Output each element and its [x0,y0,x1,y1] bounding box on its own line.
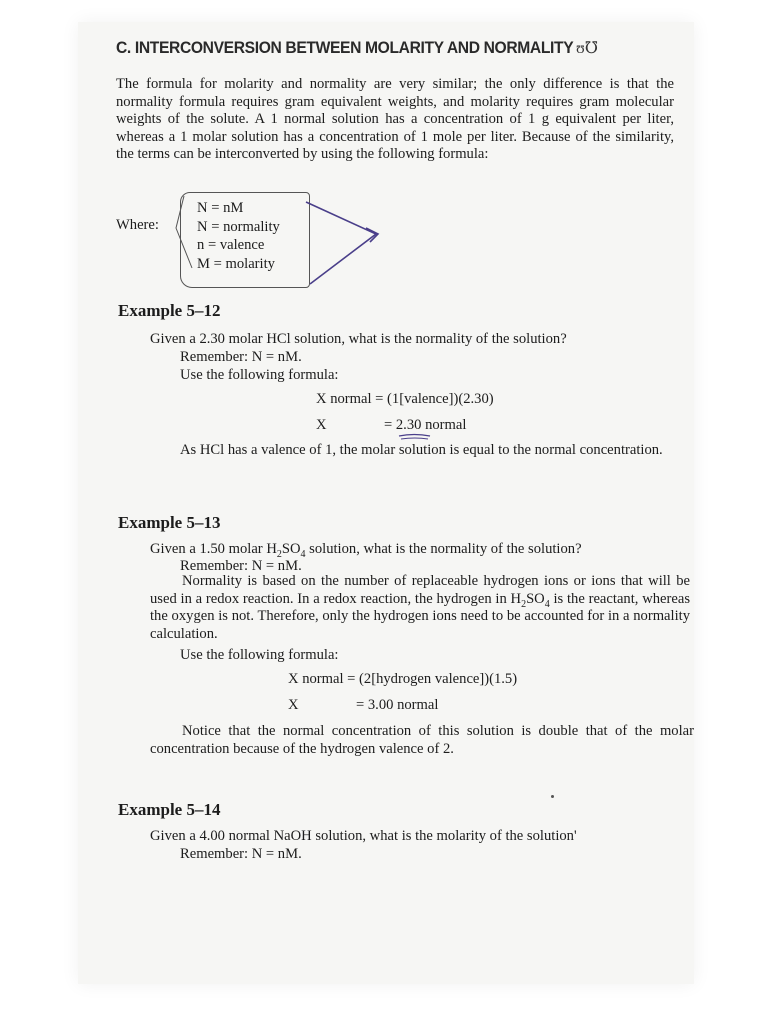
definition-line: M = molarity [197,256,275,272]
remember-line: Remember: N = nM. [180,349,302,365]
where-label: Where: [116,217,159,233]
example-question: Given a 2.30 molar HCl solution, what is the normality of the solution? [150,331,567,347]
example-question: Given a 1.50 molar $H_2SO_4$ solution, what is the normality of the solution? [150,541,582,560]
formula-variable: X [288,697,299,713]
example-title: Example 5–13 [118,513,221,532]
formula-line: X normal = (1[valence])(2.30) [316,391,494,407]
intro-paragraph: The formula for molarity and normality are very similar; the only difference is that the normality formula requires gram equivalent weights, and molarity requires gram molecular weights of the solute. A 1 normal solution has a concentration of 1 g equivalent per liter, whereas a 1 molar solution has a concentration of 1 mole per liter. Because of the similarity, the terms can be interconverted by using the following formula: [116,76,674,163]
formula-line: X normal = (2[hydrogen valence])(1.5) [288,671,518,687]
formula-variable: X [316,417,327,433]
formula-result: = 3.00 normal [356,697,439,713]
handwritten-annotation [150,188,390,298]
use-formula-line: Use the following formula: [180,647,339,663]
remember-line: Remember: N = nM. [180,558,302,574]
example-title: Example 5–14 [118,800,221,819]
ink-dot [551,795,554,798]
use-formula-line: Use the following formula: [180,367,339,383]
example-title: Example 5–12 [118,301,221,320]
handwritten-mark: ʊ℧ [576,40,599,57]
definition-line: n = valence [197,237,265,253]
definition-line: N = nM [197,200,244,216]
remember-line: Remember: N = nM. [180,846,302,862]
definition-line: N = normality [197,219,280,235]
formula-result: = 2.30 normal [384,417,467,433]
example-note: Notice that the normal concentration of this solution is double that of the molar concentration because of the hydrogen valence of 2. [150,723,694,757]
section-heading: C. INTERCONVERSION BETWEEN MOLARITY AND NORMALITY [116,38,574,57]
underline-mark [398,433,432,441]
example-note: As HCl has a valence of 1, the molar solution is equal to the normal concentration. [180,442,663,458]
normality-paragraph: Normality is based on the number of replaceable hydrogen ions or ions that will be used in a redox reaction. In a redox reaction, the hydrogen in $H_2SO_4$ is the reactant, whereas the oxygen is not. Therefore, only the hydrogen ions need to be accounted for in a normality calculation. [150,573,690,642]
example-question: Given a 4.00 normal NaOH solution, what is the molarity of the solution' [150,828,577,844]
